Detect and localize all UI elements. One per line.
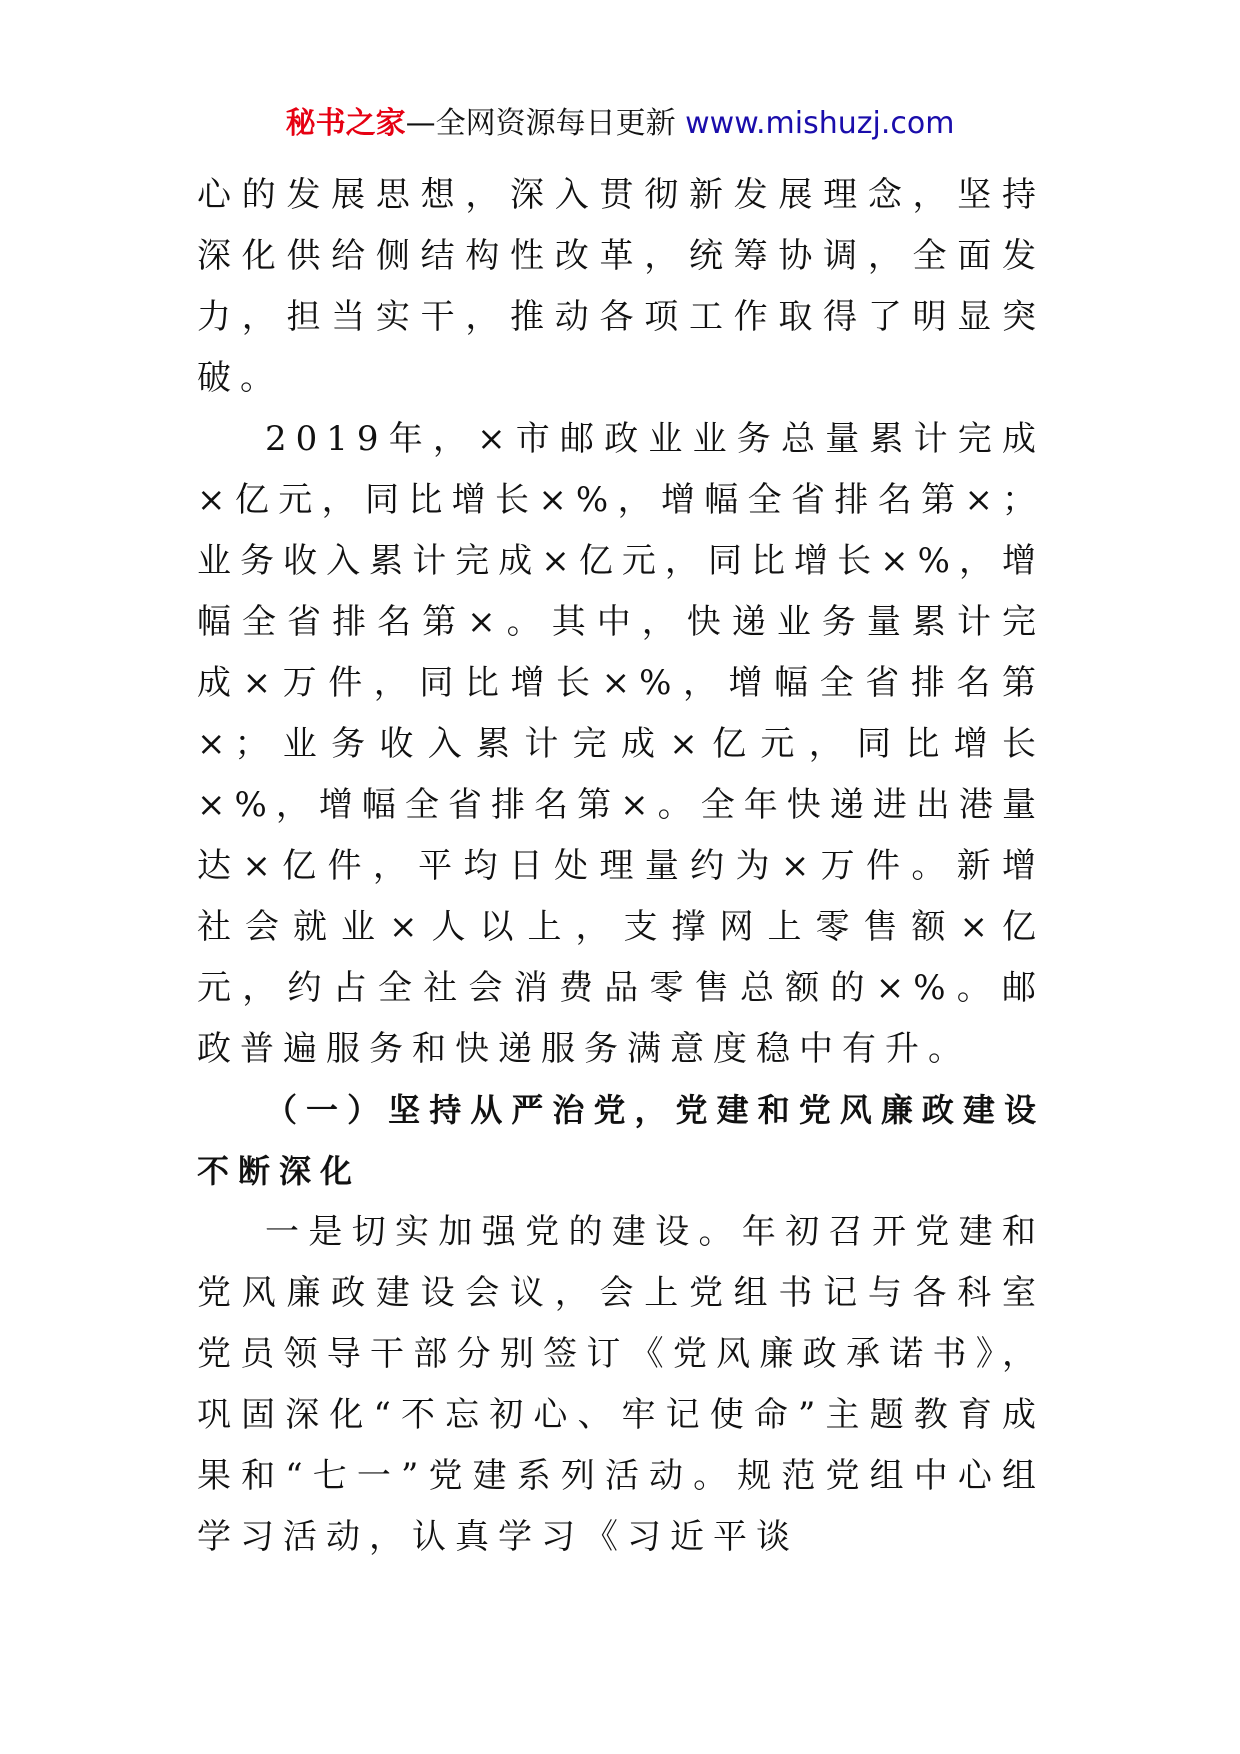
site-header (0, 100, 1240, 148)
document-body (197, 165, 1045, 1568)
site-tagline: —全网资源每日更新 (405, 106, 676, 141)
section-paragraph: 一是切实加强党的建设。年初召开党建和党风廉政建设会议，会上党组书记与各科室党员领导干部分别签订《党风廉政承诺书》，巩固深化“不忘初心、牢记使命”主题教育成果和“七一”党建系列活动。规范党组中心组学习活动，认真学习《习近平谈 (197, 1212, 1045, 1557)
body-paragraph-continued: 心的发展思想，深入贯彻新发展理念，坚持深化供给侧结构性改革，统筹协调，全面发力，担当实干，推动各项工作取得了明显突破。 (197, 175, 1045, 398)
site-url-link[interactable]: www.mishuzj.com (685, 106, 955, 141)
body-paragraph-statistics: 2019年，×市邮政业业务总量累计完成×亿元，同比增长×%，增幅全省排名第×；业务收入累计完成×亿元，同比增长×%，增幅全省排名第×。其中，快递业务量累计完成×万件，同比增长×%，增幅全省排名第×；业务收入累计完成×亿元，同比增长×%，增幅全省排名第×。全年快递进出港量达×亿件，平均日处理量约为×万件。新增社会就业×人以上，支撑网上零售额×亿元，约占全社会消费品零售总额的×%。邮政普遍服务和快递服务满意度稳中有升。 (197, 419, 1045, 1069)
site-brand: 秘书之家 (285, 106, 406, 141)
section-heading: （一）坚持从严治党，党建和党风廉政建设不断深化 (197, 1091, 1045, 1190)
